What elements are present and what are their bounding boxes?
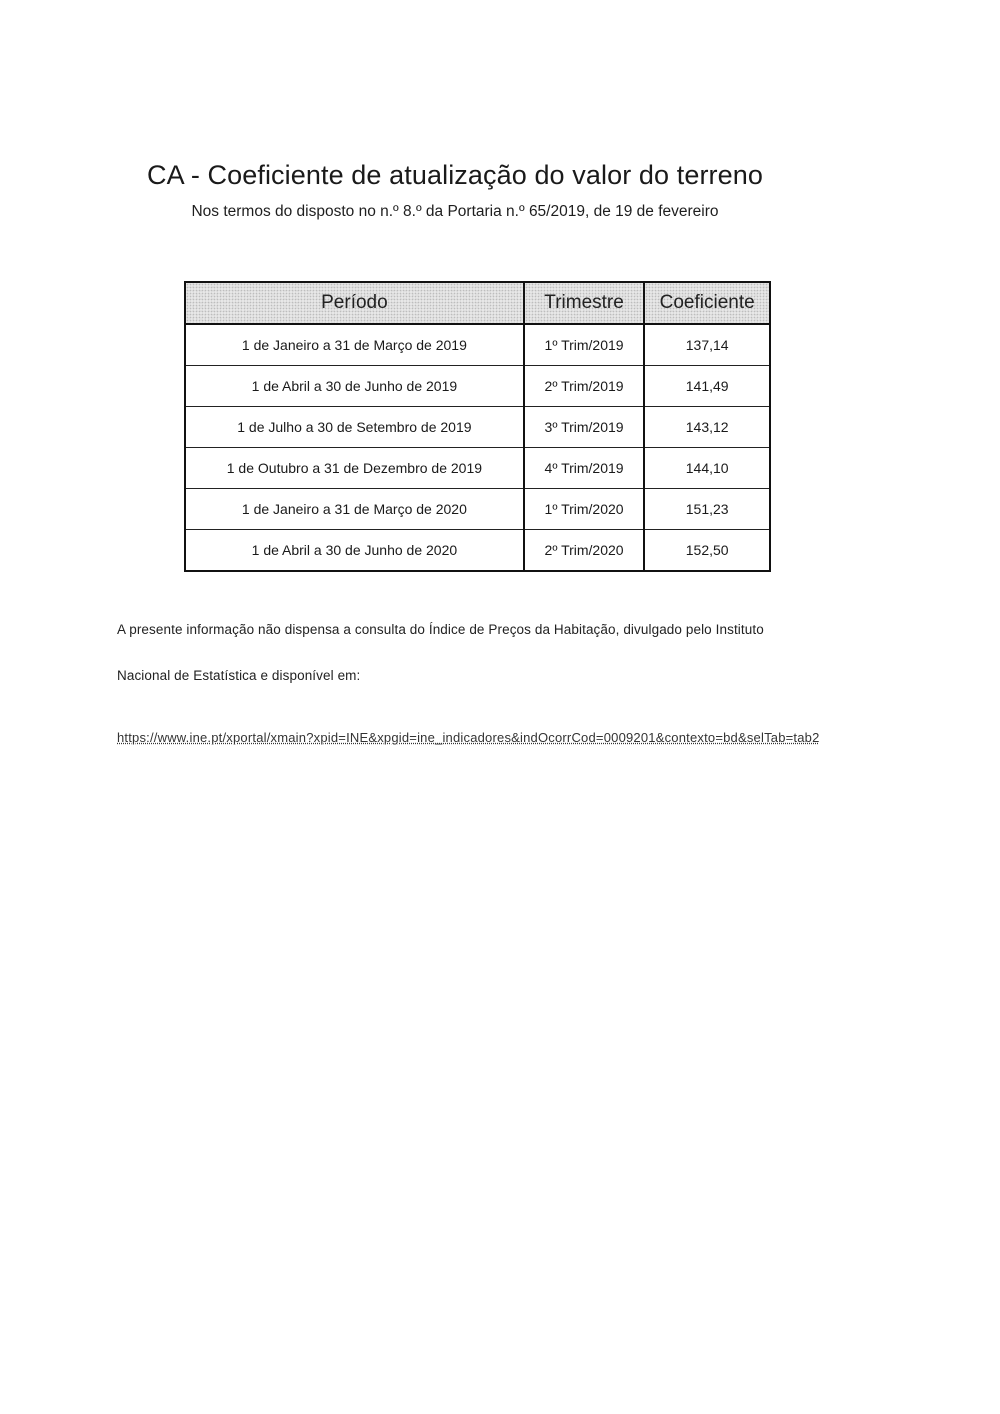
cell-coeficiente: 151,23 [644, 489, 770, 530]
cell-coeficiente: 137,14 [644, 324, 770, 366]
cell-trimestre: 2º Trim/2019 [524, 366, 645, 407]
cell-periodo: 1 de Janeiro a 31 de Março de 2020 [185, 489, 524, 530]
cell-periodo: 1 de Abril a 30 de Junho de 2019 [185, 366, 524, 407]
document-title: CA - Coeficiente de atualização do valor do terreno [147, 160, 763, 190]
table-row [185, 489, 770, 530]
cell-coeficiente: 144,10 [644, 448, 770, 489]
table-row [185, 324, 770, 366]
cell-periodo: 1 de Julho a 30 de Setembro de 2019 [185, 407, 524, 448]
header-coeficiente: Coeficiente [644, 282, 770, 324]
table-row [185, 448, 770, 489]
cell-trimestre: 1º Trim/2019 [524, 324, 645, 366]
cell-coeficiente: 152,50 [644, 530, 770, 572]
cell-periodo: 1 de Abril a 30 de Junho de 2020 [185, 530, 524, 572]
table-row [185, 366, 770, 407]
ine-link[interactable]: https://www.ine.pt/xportal/xmain?xpid=INE&xpgid=ine_indicadores&indOcorrCod=0009201&contexto=bd&selTab=tab2 [117, 730, 820, 745]
table-row [185, 407, 770, 448]
cell-periodo: 1 de Outubro a 31 de Dezembro de 2019 [185, 448, 524, 489]
cell-coeficiente: 143,12 [644, 407, 770, 448]
header-periodo: Período [185, 282, 524, 324]
note-line-2: Nacional de Estatística e disponível em: [117, 668, 361, 683]
cell-trimestre: 1º Trim/2020 [524, 489, 645, 530]
cell-coeficiente: 141,49 [644, 366, 770, 407]
cell-trimestre: 3º Trim/2019 [524, 407, 645, 448]
header-trimestre: Trimestre [524, 282, 645, 324]
table-header-row [185, 282, 770, 324]
note-line-1: A presente informação não dispensa a consulta do Índice de Preços da Habitação, divulgado pelo Instituto [117, 622, 764, 637]
document-subtitle: Nos termos do disposto no n.º 8.º da Portaria n.º 65/2019, de 19 de fevereiro [191, 203, 719, 220]
cell-trimestre: 2º Trim/2020 [524, 530, 645, 572]
cell-periodo: 1 de Janeiro a 31 de Março de 2019 [185, 324, 524, 366]
table-row [185, 530, 770, 572]
coefficient-table [184, 281, 771, 572]
cell-trimestre: 4º Trim/2019 [524, 448, 645, 489]
